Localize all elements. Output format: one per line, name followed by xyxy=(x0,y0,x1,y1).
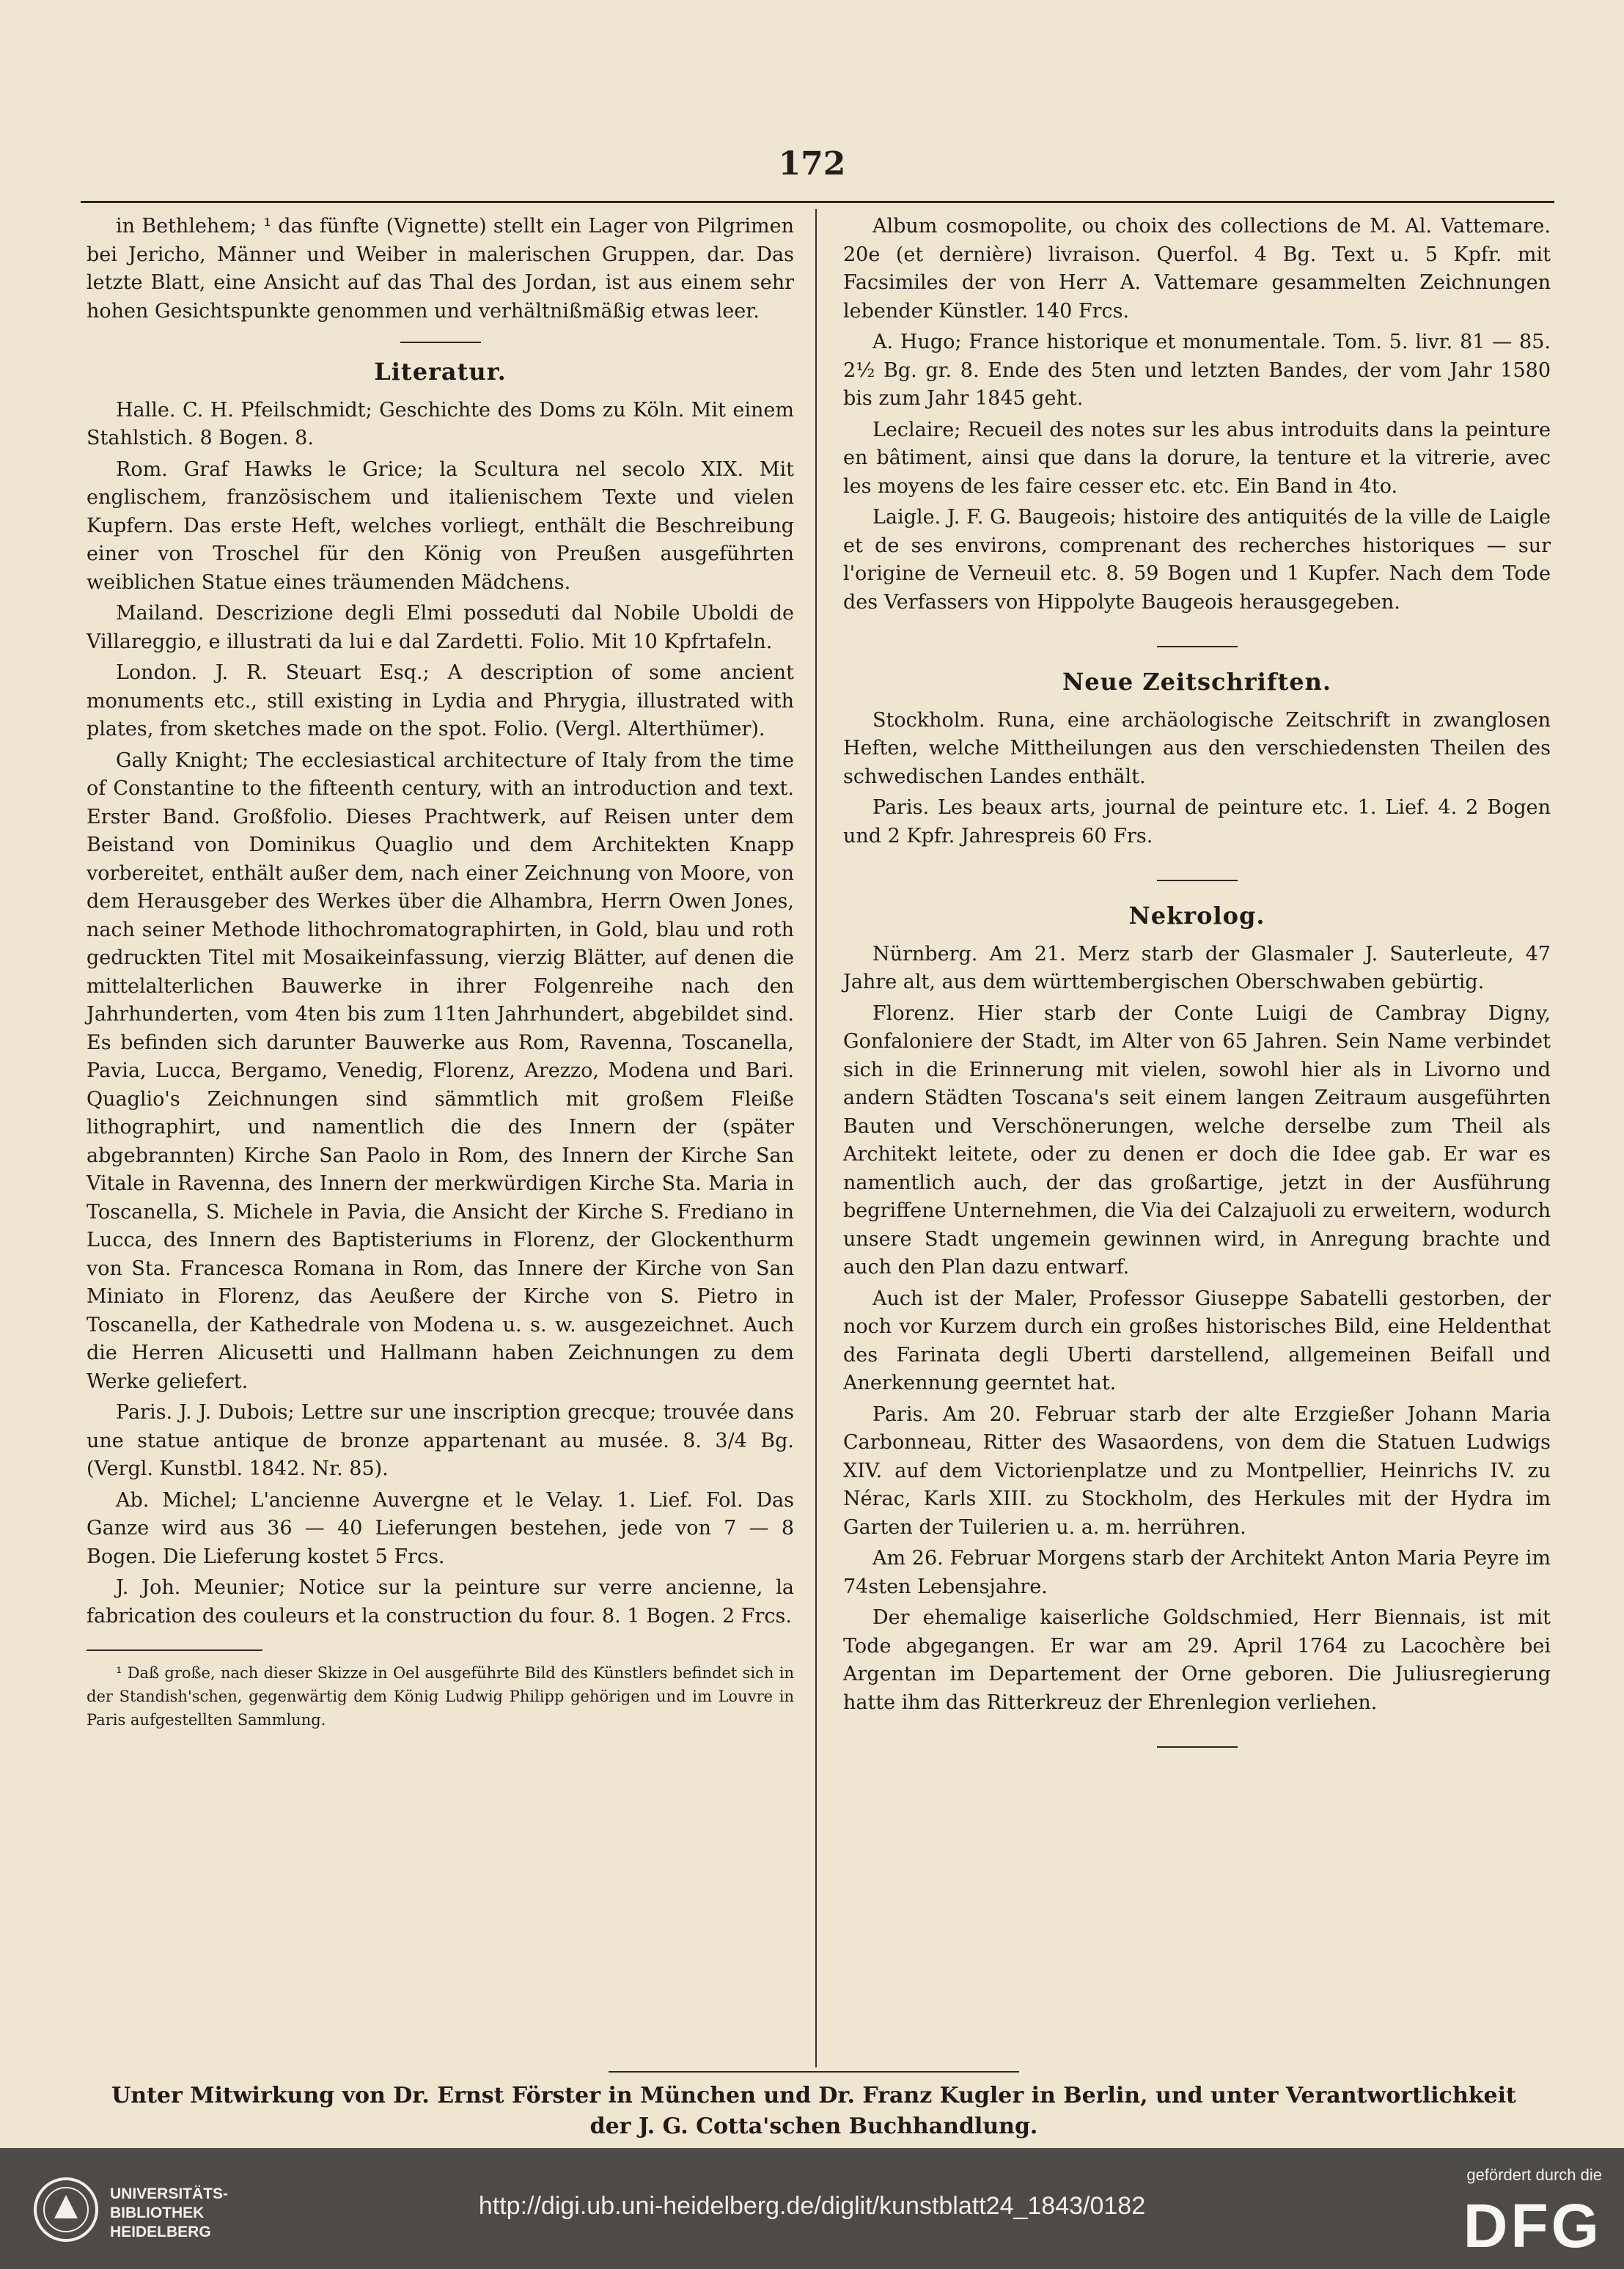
section-heading: Literatur. xyxy=(374,358,507,386)
paragraph: Nürnberg. Am 21. Merz starb der Glasmaler J. Sauterleute, 47 Jahre alt, aus dem württembergischen Oberschwaben gebürtig. xyxy=(843,942,1551,993)
section-heading: Neue Zeitschriften. xyxy=(1062,668,1332,696)
header-rule xyxy=(81,201,1554,203)
library-name-line-2: BIBLIOTHEK xyxy=(110,2204,205,2221)
imprint-line-2: der J. G. Cotta'schen Buchhandlung. xyxy=(589,2114,1038,2139)
dfg-logo: DFG xyxy=(1463,2191,1602,2260)
imprint-rule xyxy=(609,2071,1019,2073)
section-separator xyxy=(400,342,481,343)
paragraph: Auch ist der Maler, Professor Giuseppe Sabatelli gestorben, der noch vor Kurzem durch ein großes historisches Bild, eine Heldenthat des Farinata degli Uberti darstellend, allgemeinen Beifall und Anerkennung geerntet hat. xyxy=(843,1287,1551,1394)
imprint-line-1: Unter Mitwirkung von Dr. Ernst Förster in München und Dr. Franz Kugler in Berlin, und unter Verantwortlichkeit xyxy=(111,2083,1516,2108)
paragraph: in Bethlehem; ¹ das fünfte (Vignette) stellt ein Lager von Pilgrimen bei Jericho, Männer und Weiber in malerischen Gruppen, dar. Das letzte Blatt, eine Ansicht auf das Thal des Jordan, ist aus einem sehr hohen Gesichtspunkte genommen und verhältnißmäßig etwas leer. xyxy=(87,215,794,323)
paragraph: A. Hugo; France historique et monumentale. Tom. 5. livr. 81 — 85. 2½ Bg. gr. 8. Ende des 5ten und letzten Bandes, der vom Jahr 1580 bis zum Jahr 1845 geht. xyxy=(843,331,1551,410)
paragraph: Laigle. J. F. G. Baugeois; histoire des antiquités de la ville de Laigle et de ses environs, comprenant des recherches historiques — sur l'origine de Verneuil etc. 8. 59 Bogen und 1 Kupfer. Nach dem Tode des Verfassers von Hippolyte Baugeois herausgegeben. xyxy=(843,506,1551,614)
paragraph: Am 26. Februar Morgens starb der Architekt Anton Maria Peyre im 74sten Lebensjahre. xyxy=(843,1547,1551,1598)
left-column xyxy=(87,213,794,1735)
paragraph: Stockholm. Runa, eine archäologische Zeitschrift in zwanglosen Heften, welche Mittheilungen aus den verschiedensten Theilen des schwedischen Landes enthält. xyxy=(843,708,1551,788)
column-divider xyxy=(815,209,817,2067)
paragraph: Gally Knight; The ecclesiastical architecture of Italy from the time of Constantine to the fifteenth century, with an introduction and text. Erster Band. Großfolio. Dieses Prachtwerk, auf Reisen unter dem Beistand von Dominikus Quaglio und dem Architekten Knapp vorbereitet, enthält außer dem, nach einer Zeichnung von Moore, von dem Herausgeber des Werkes über die Alhambra, Herrn Owen Jones, nach seiner Methode lithochromatographirten, in Gold, blau und roth gedruckten Titel mit Mosaikeinfassung, vierzig Blätter, auf denen die mittelalterlichen Bauwerke in ihrer Folgenreihe nach den Jahrhunderten, vom 4ten bis zum 11ten Jahrhundert, abgebildet sind. Es befinden sich darunter Bauwerke aus Rom, Ravenna, Toscanella, Pavia, Lucca, Bergamo, Venedig, Florenz, Arezzo, Modena und Bari. Quaglio's Zeichnungen sind sämmtlich mit großem Fleiße lithographirt, und namentlich die des Innern der (später abgebrannten) Kirche San Paolo in Rom, des Innern der Kirche San Vitale in Ravenna, des Innern der merkwürdigen Kirche Sta. Maria in Toscanella, S. Michele in Pavia, die Ansicht der Kirche S. Frediano in Lucca, des Innern des Baptisteriums in Florenz, der Glockenthurm von Sta. Francesca Romana in Rom, das Innere der Kirche von San Miniato in Florenz, das Aeußere der Kirche von S. Pietro in Toscanella, der Kathedrale von Modena u. s. w. ausgezeichnet. Auch die Herren Alicusetti und Hallmann haben Zeichnungen zu dem Werke geliefert. xyxy=(87,749,794,1393)
paragraph: Album cosmopolite, ou choix des collections de M. Al. Vattemare. 20e (et dernière) livraison. Querfol. 4 Bg. Text u. 5 Kpfr. mit Facsimiles der von Herr A. Vattemare gesammelten Zeichnungen lebender Künstler. 140 Frcs. xyxy=(843,215,1551,323)
paragraph: J. Joh. Meunier; Notice sur la peinture sur verre ancienne, la fabrication des couleurs et la construction du four. 8. 1 Bogen. 2 Frcs. xyxy=(87,1576,794,1628)
footnote-rule xyxy=(87,1650,262,1651)
section-separator xyxy=(1157,1746,1238,1748)
footnote: ¹ Daß große, nach dieser Skizze in Oel ausgeführte Bild des Künstlers befindet sich in der Standish'schen, gegenwärtig dem König Ludwig Philipp gehörigen und im Louvre in Paris aufgestellten Sammlung. xyxy=(87,1664,794,1729)
paragraph: Der ehemalige kaiserliche Goldschmied, Herr Biennais, ist mit Tode abgegangen. Er war am 29. April 1764 zu Lacochère bei Argentan im Departement der Orne geboren. Die Juliusregierung hatte ihm das Ritterkreuz der Ehrenlegion verliehen. xyxy=(843,1606,1551,1714)
imprint xyxy=(81,2081,1547,2142)
viewer-footer-bar xyxy=(0,2148,1624,2269)
library-name-line-1: UNIVERSITÄTS- xyxy=(110,2185,229,2202)
right-column xyxy=(843,213,1551,1768)
funded-by-label: gefördert durch die xyxy=(1466,2166,1602,2184)
paragraph: Paris. Les beaux arts, journal de peinture etc. 1. Lief. 4. 2 Bogen und 2 Kpfr. Jahrespreis 60 Frs. xyxy=(843,796,1551,847)
paragraph: Mailand. Descrizione degli Elmi posseduti dal Nobile Uboldi de Villareggio, e illustrati da lui e dal Zardetti. Folio. Mit 10 Kpfrtafeln. xyxy=(87,602,794,653)
paragraph: Paris. Am 20. Februar starb der alte Erzgießer Johann Maria Carbonneau, Ritter des Wasaordens, von dem die Statuen Ludwigs XIV. auf dem Victorienplatze und zu Montpellier, Heinrichs IV. zu Nérac, Karls XIII. zu Stockholm, des Herkules mit der Hydra im Garten der Tuilerien u. a. m. herrühren. xyxy=(843,1402,1551,1539)
paragraph: Rom. Graf Hawks le Grice; la Scultura nel secolo XIX. Mit englischem, französischem und italienischem Texte und vielen Kupfern. Das erste Heft, welches vorliegt, enthält die Beschreibung einer von Troschel für den König von Preußen ausgeführten weiblichen Statue eines träumenden Mädchens. xyxy=(87,457,794,594)
page-number: 172 xyxy=(778,145,846,183)
paragraph: Florenz. Hier starb der Conte Luigi de Cambray Digny, Gonfaloniere der Stadt, im Alter von 65 Jahren. Sein Name verbindet sich in die Erinnerung mit vielen, sowohl hier als in Livorno und andern Städten Toscana's seit einem langen Zeitraum ausgeführten Bauten und Verschönerungen, welche derselbe zum Theil als Architekt leitete, oder zu denen er doch die Idee gab. Er war es namentlich auch, der das großartige, jetzt in der Ausführung begriffene Unternehmen, die Via dei Calzajuoli zu erweitern, wodurch unsere Stadt ungemein gewinnen wird, in Anregung brachte und auch den Plan dazu entwarf. xyxy=(843,1001,1551,1279)
section-separator xyxy=(1157,880,1238,881)
section-separator xyxy=(1157,646,1238,647)
paragraph: Leclaire; Recueil des notes sur les abus introduits dans la peinture en bâtiment, ainsi que dans la dorure, la tenture et la vitrerie, avec les moyens de les faire cesser etc. etc. Ein Band in 4to. xyxy=(843,418,1551,498)
paragraph: London. J. R. Steuart Esq.; A description of some ancient monuments etc., still existing in Lydia and Phrygia, illustrated with plates, from sketches made on the spot. Folio. (Vergl. Alterthümer). xyxy=(87,661,794,740)
paragraph: Paris. J. J. Dubois; Lettre sur une inscription grecque; trouvée dans une statue antique de bronze appartenant au musée. 8. 3/4 Bg. (Vergl. Kunstbl. 1842. Nr. 85). xyxy=(87,1401,794,1480)
library-name-line-3: HEIDELBERG xyxy=(110,2224,211,2240)
paragraph: Halle. C. H. Pfeilschmidt; Geschichte des Doms zu Köln. Mit einem Stahlstich. 8 Bogen. 8. xyxy=(87,398,794,449)
paragraph: Ab. Michel; L'ancienne Auvergne et le Velay. 1. Lief. Fol. Das Ganze wird aus 36 — 40 Lieferungen bestehen, jede von 7 — 8 Bogen. Die Lieferung kostet 5 Frcs. xyxy=(87,1488,794,1568)
permalink-url[interactable]: http://digi.ub.uni-heidelberg.de/diglit/kunstblatt24_1843/0182 xyxy=(478,2192,1146,2220)
section-heading: Nekrolog. xyxy=(1128,902,1265,930)
